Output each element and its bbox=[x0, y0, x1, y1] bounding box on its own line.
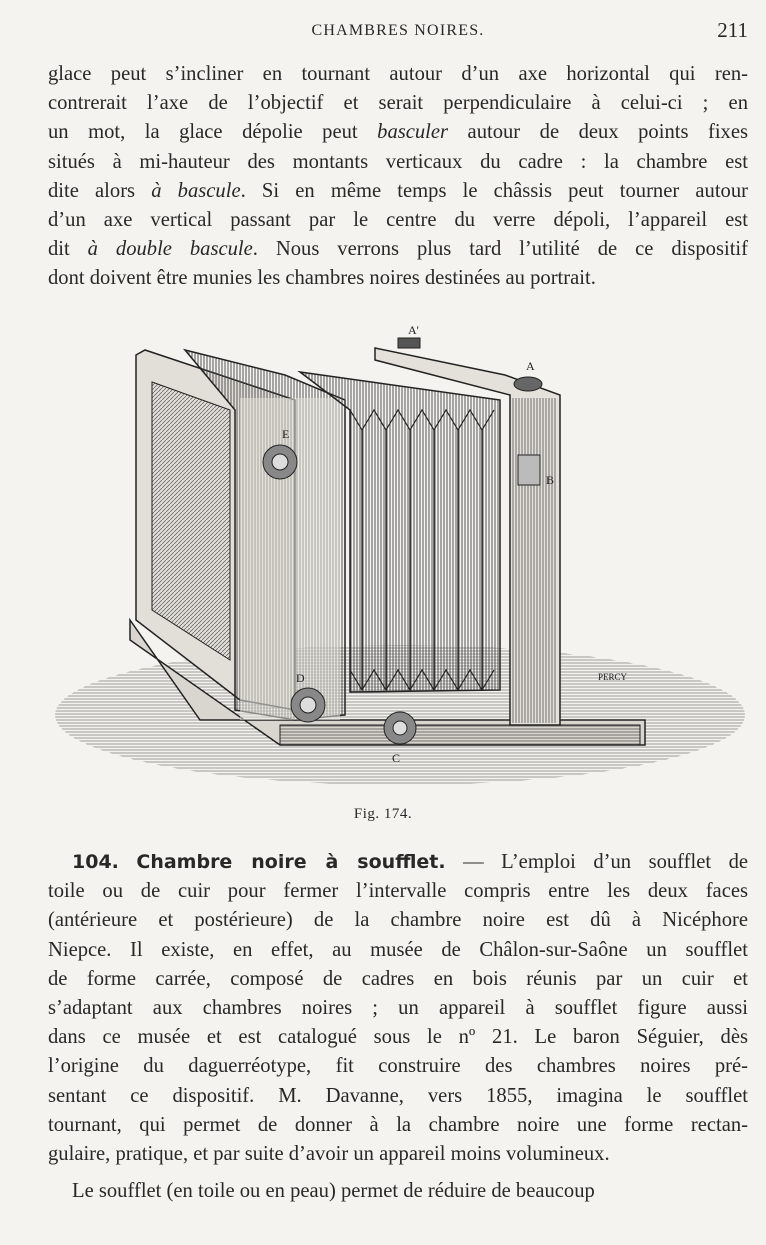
knob-e bbox=[263, 445, 297, 479]
section-104 bbox=[48, 848, 748, 1169]
text-line: sentant ce dispositif. M. Davanne, vers 1855, imagina le soufflet bbox=[48, 1084, 748, 1107]
text-line: dont doivent être munies les chambres noires destinées au portrait. bbox=[48, 267, 596, 290]
italic-term: basculer bbox=[377, 121, 449, 144]
italic-term: à double bascule bbox=[87, 238, 253, 261]
text-line: contrerait l’axe de l’objectif et serait perpendiculaire à celui-ci ; en bbox=[48, 92, 748, 115]
paragraph-3 bbox=[48, 1177, 748, 1206]
knob-a bbox=[514, 377, 542, 391]
knob-c bbox=[384, 712, 416, 744]
text-line: un mot, la glace dépolie peut basculer autour de deux points fixes bbox=[48, 121, 749, 144]
text-line: tournant, qui permet de donner à la chambre noire une forme rectan- bbox=[48, 1113, 748, 1136]
text-line: dite alors à bascule. Si en même temps le châssis peut tourner autour bbox=[48, 179, 748, 202]
text-line: Niepce. Il existe, en effet, au musée de Châlon-sur-Saône un soufflet bbox=[48, 938, 748, 961]
page-header bbox=[48, 18, 748, 48]
section-number: 104. bbox=[72, 851, 119, 873]
figure-caption: Fig. 174. bbox=[353, 806, 413, 822]
text-line: glace peut s’incliner en tournant autour d’un axe horizontal qui ren- bbox=[48, 63, 748, 85]
text-line: gulaire, pratique, et par suite d’avoir un appareil moins volumineux. bbox=[48, 1143, 610, 1166]
label-b: B bbox=[546, 473, 555, 487]
text-line: situés à mi-hauteur des montants verticaux du cadre : la chambre est bbox=[48, 150, 748, 173]
text-line: toile ou de cuir pour fermer l’intervalle compris entre les deux faces bbox=[48, 880, 748, 903]
knob-b bbox=[518, 455, 540, 485]
text-line: (antérieure et postérieure) de la chambre noire est dû à Nicéphore bbox=[48, 909, 748, 932]
label-a: A bbox=[526, 359, 535, 373]
text-line: dit à double bascule. Nous verrons plus tard l’utilité de ce dispositif bbox=[48, 238, 748, 261]
section-title: Chambre noire à soufflet. bbox=[136, 851, 446, 873]
engraver-signature: PERCY bbox=[598, 672, 628, 682]
bellows-camera-engraving bbox=[50, 320, 750, 790]
text-line: s’adaptant aux chambres noires ; un appareil à soufflet figure aussi bbox=[48, 997, 748, 1020]
text-line: d’un axe vertical passant par le centre du verre dépoli, l’appareil est bbox=[48, 209, 748, 232]
label-a-prime: A' bbox=[408, 323, 419, 337]
knob-a-prime bbox=[398, 338, 420, 348]
running-title: CHAMBRES NOIRES. bbox=[311, 22, 485, 39]
page-number: 211 bbox=[717, 18, 748, 42]
label-c: C bbox=[392, 751, 401, 765]
text-line: Le soufflet (en toile ou en peau) permet de réduire de beaucoup bbox=[72, 1180, 595, 1202]
text-line: l’origine du daguerréotype, fit construire des chambres noires pré- bbox=[48, 1055, 748, 1078]
section-heading-line: 104. Chambre noire à soufflet. — L’emploi d’un soufflet de bbox=[72, 851, 749, 873]
knob-d bbox=[291, 688, 325, 722]
text-line: de forme carrée, composé de cadres en bois réunis par un cuir et bbox=[48, 967, 748, 990]
label-e: E bbox=[282, 427, 290, 441]
paragraph-1 bbox=[48, 60, 748, 294]
italic-term: à bascule bbox=[151, 179, 241, 202]
label-d: D bbox=[296, 671, 305, 685]
text-line: dans ce musée et est catalogué sous le nº 21. Le baron Séguier, dès bbox=[48, 1026, 748, 1049]
